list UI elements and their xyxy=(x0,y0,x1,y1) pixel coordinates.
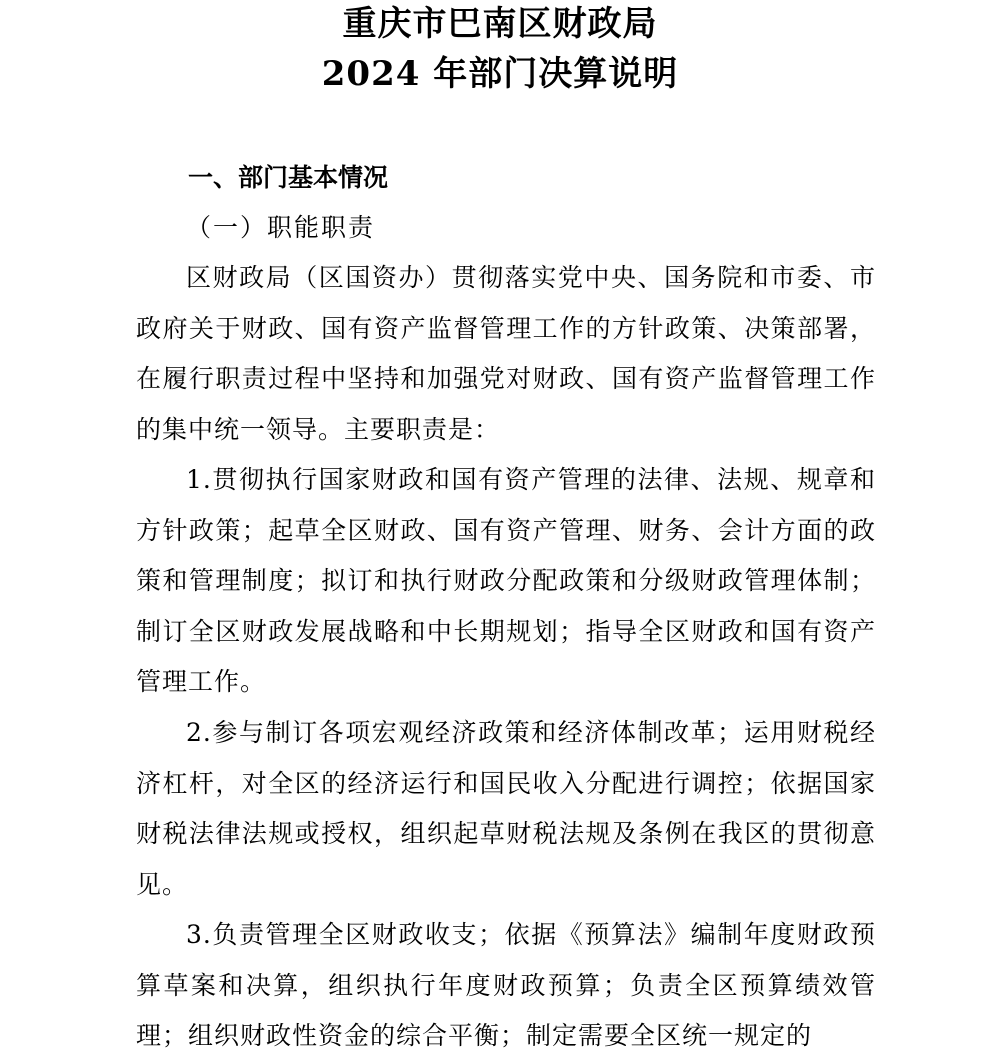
duty-item-3: 3.负责管理全区财政收支；依据《预算法》编制年度财政预算草案和决算，组织执行年度财政预算；负责全区预算绩效管理；组织财政性资金的综合平衡；制定需要全区统一规定的 xyxy=(136,920,876,1050)
section-heading-basic-info: 一、部门基本情况 xyxy=(188,163,389,192)
intro-paragraph: 区财政局（区国资办）贯彻落实党中央、国务院和市委、市政府关于财政、国有资产监督管理工作的方针政策、决策部署，在履行职责过程中坚持和加强党对财政、国有资产监督管理工作的集中统一领导。主要职责是： xyxy=(136,263,876,444)
duty-item-1: 1.贯彻执行国家财政和国有资产管理的法律、法规、规章和方针政策；起草全区财政、国有资产管理、财务、会计方面的政策和管理制度；拟订和执行财政分配政策和分级财政管理体制；制订全区财政发展战略和中长期规划；指导全区财政和国有资产管理工作。 xyxy=(136,465,876,696)
document-title-line-1: 重庆市巴南区财政局 xyxy=(342,4,658,44)
subsection-heading-functions: （一）职能职责 xyxy=(186,213,376,242)
duty-item-2: 2.参与制订各项宏观经济政策和经济体制改革；运用财税经济杠杆，对全区的经济运行和国民收入分配进行调控；依据国家财税法律法规或授权，组织起草财税法规及条例在我区的贯彻意见。 xyxy=(136,718,876,899)
document-title-line-2: 2024 年部门决算说明 xyxy=(321,54,679,94)
